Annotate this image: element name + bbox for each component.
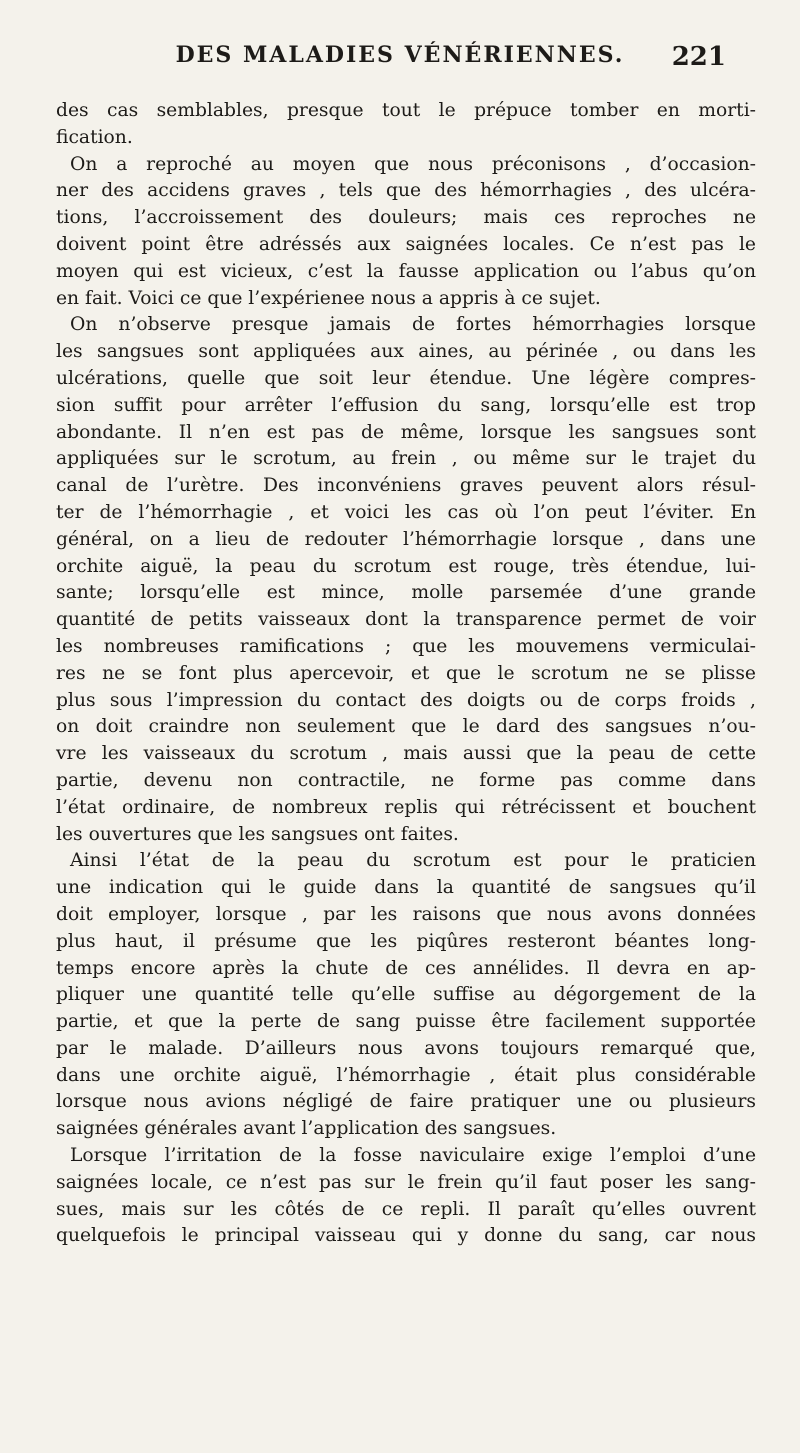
text-line: l’état ordinaire, de nombreux replis qui rétrécissent et bouchent: [56, 796, 756, 818]
text-line: partie, devenu non contractile, ne forme pas comme dans: [56, 769, 756, 791]
text-line: ner des accidens graves , tels que des hémorrhagies , des ulcéra-: [56, 180, 756, 202]
page-number: 221: [671, 42, 726, 72]
text-line: les nombreuses ramifications ; que les mouvemens vermiculai-: [56, 635, 756, 657]
text-line: Ainsi l’état de la peau du scrotum est pour le praticien: [70, 850, 756, 872]
text-line: en fait. Voici ce que l’expérienee nous a appris à ce sujet.: [56, 287, 601, 309]
text-line: les sangsues sont appliquées aux aines, au périnée , ou dans les: [56, 341, 756, 363]
text-line: Lorsque l’irritation de la fosse naviculaire exige l’emploi d’une: [70, 1145, 756, 1167]
text-line: orchite aiguë, la peau du scrotum est rouge, très étendue, lui-: [56, 555, 756, 577]
text-line: sion suffit pour arrêter l’effusion du sang, lorsqu’elle est trop: [56, 394, 756, 416]
text-line: lorsque nous avions négligé de faire pratiquer une ou plusieurs: [56, 1091, 756, 1113]
text-line: doit employer, lorsque , par les raisons que nous avons données: [56, 903, 756, 925]
text-line: tions, l’accroissement des douleurs; mais ces reproches ne: [56, 207, 756, 229]
text-line: une indication qui le guide dans la quantité de sangsues qu’il: [56, 877, 756, 899]
text-line: quelquefois le principal vaisseau qui y donne du sang, car nous: [56, 1225, 756, 1247]
text-line: abondante. Il n’en est pas de même, lorsque les sangsues sont: [56, 421, 756, 443]
text-line: On n’observe presque jamais de fortes hémorrhagies lorsque: [70, 314, 756, 336]
text-line: On a reproché au moyen que nous préconisons , d’occasion-: [70, 153, 756, 175]
text-line: partie, et que la perte de sang puisse être facilement supportée: [56, 1011, 756, 1033]
text-line: vre les vaisseaux du scrotum , mais aussi que la peau de cette: [56, 743, 756, 765]
text-line: canal de l’urètre. Des inconvéniens graves peuvent alors résul-: [56, 475, 756, 497]
text-line: les ouvertures que les sangsues ont faites.: [56, 823, 459, 845]
text-line: temps encore après la chute de ces annélides. Il devra en ap-: [56, 957, 756, 979]
text-line: res ne se font plus apercevoir, et que le scrotum ne se plisse: [56, 662, 756, 684]
text-line: saignées générales avant l’application des sangsues.: [56, 1118, 557, 1140]
text-line: ulcérations, quelle que soit leur étendue. Une légère compres-: [56, 367, 756, 389]
text-line: on doit craindre non seulement que le dard des sangsues n’ou-: [56, 716, 756, 738]
text-line: saignées locale, ce n’est pas sur le frein qu’il faut poser les sang-: [56, 1171, 756, 1193]
text-line: dans une orchite aiguë, l’hémorrhagie , était plus considérable: [56, 1064, 756, 1086]
text-line: des cas semblables, presque tout le prépuce tomber en morti-: [56, 100, 756, 121]
text-line: moyen qui est vicieux, c’est la fausse application ou l’abus qu’on: [56, 260, 756, 282]
running-head: [60, 42, 740, 82]
text-line: sante; lorsqu’elle est mince, molle parsemée d’une grande: [56, 582, 756, 604]
text-line: pliquer une quantité telle qu’elle suffise au dégorgement de la: [56, 984, 756, 1006]
body-text: [56, 98, 756, 1250]
text-line: plus haut, il présume que les piqûres resteront béantes long-: [56, 930, 756, 952]
text-line: quantité de petits vaisseaux dont la transparence permet de voir: [56, 609, 756, 631]
text-line: ter de l’hémorrhagie , et voici les cas où l’on peut l’éviter. En: [56, 501, 756, 523]
text-line: appliquées sur le scrotum, au frein , ou même sur le trajet du: [56, 448, 756, 470]
text-line: plus sous l’impression du contact des doigts ou de corps froids ,: [56, 689, 756, 711]
text-line: général, on a lieu de redouter l’hémorrhagie lorsque , dans une: [56, 528, 756, 550]
running-title: DES MALADIES VÉNÉRIENNES.: [175, 42, 625, 68]
text-line: par le malade. D’ailleurs nous avons toujours remarqué que,: [56, 1037, 756, 1059]
text-line: doivent point être adréssés aux saignées locales. Ce n’est pas le: [56, 233, 756, 255]
text-line: fication.: [56, 126, 133, 148]
text-line: sues, mais sur les côtés de ce repli. Il paraît qu’elles ouvrent: [56, 1198, 756, 1220]
